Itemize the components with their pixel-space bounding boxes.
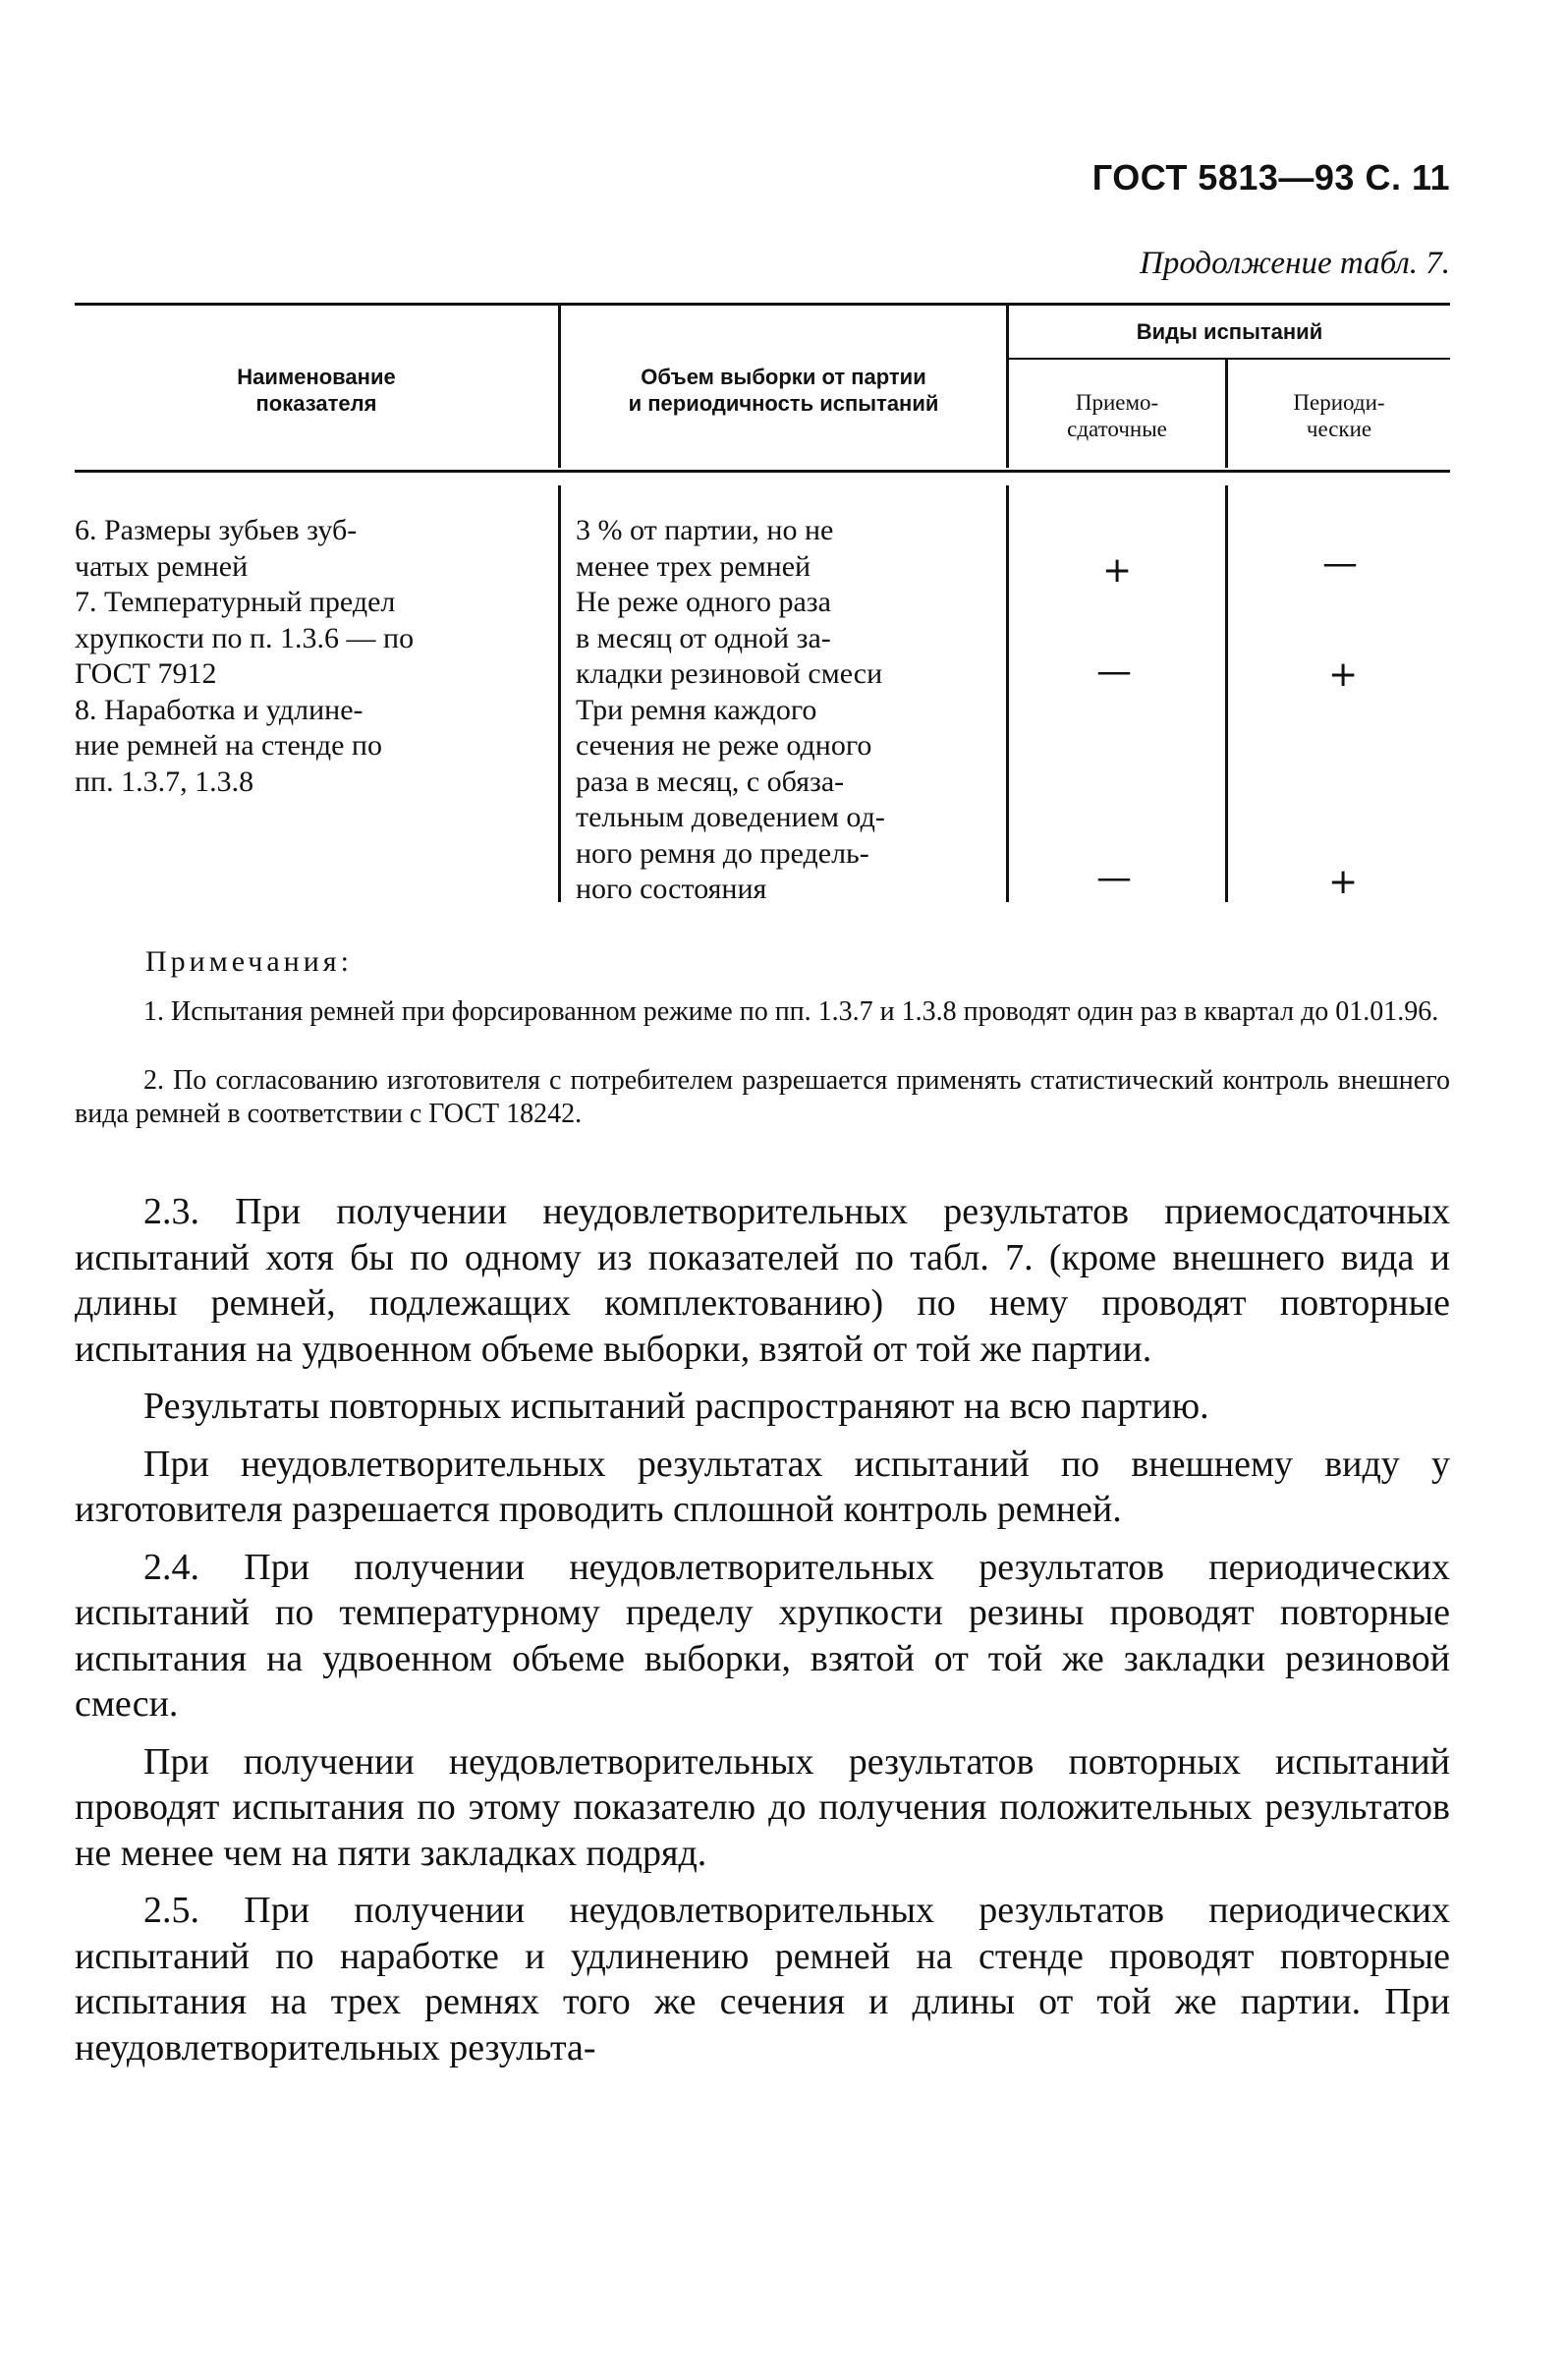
- sample-column: [576, 513, 998, 908]
- inspection-table: [75, 303, 1450, 905]
- paragraph-2-3: 2.3. При получении неудовлетворительных результатов приемосдаточных испытаний хотя бы по одному из показателей по табл. 7. (кроме внешнего вида и длины ремней, подлежащих комплектованию) по нему проводят повторные испытания на удвоенном объеме выборки, взятой от той же партии.: [75, 1191, 1450, 1370]
- table-row-name: 6. Размеры зубьев зуб-: [75, 514, 358, 546]
- table-continuation-label: Продолжение табл. 7.: [1140, 246, 1450, 281]
- periodic-mark-row-8: +: [1328, 862, 1359, 902]
- table-row-sample: сечения не реже одного: [576, 729, 872, 762]
- table-row-sample: раза в месяц, с обяза-: [576, 765, 845, 798]
- note-1-text: 1. Испытания ремней при форсированном режиме по пп. 1.3.7 и 1.3.8 проводят один раз в квартал до 01.01.96.: [143, 996, 1439, 1027]
- paragraph-2-5: 2.5. При получении неудовлетворительных результатов периодических испытаний по наработке и удлинению ремней на стенде проводят повторные испытания на трех ремнях того же сечения и длины от той же партии. При неудовлетворительных результа-: [75, 1890, 1450, 2068]
- table-row-name: ние ремней на стенде по: [75, 729, 382, 762]
- header-periodic-line: ческие: [1306, 417, 1372, 441]
- header-sample-volume: [561, 364, 1006, 417]
- notes-heading: Примечания:: [145, 945, 353, 978]
- paragraph-2-4: 2.4. При получении неудовлетворительных результатов периодических испытаний по температурному пределу хрупкости резины проводят повторные испытания на удвоенном объеме выборки, взятой от той же закладки резиновой смеси.: [75, 1546, 1450, 1725]
- table-row-sample: в месяц от одной за-: [576, 621, 831, 654]
- table-row-name: 8. Наработка и удлине-: [75, 693, 364, 726]
- header-periodic-line: Периоди-: [1293, 390, 1385, 415]
- acceptance-mark-row-8: —: [1096, 858, 1132, 898]
- paragraph-retest-scope: Результаты повторных испытаний распространяют на всю партию.: [143, 1386, 1209, 1427]
- header-indicator-name-line: Наименование: [237, 365, 396, 389]
- header-sample-volume-line: и периодичность испытаний: [628, 391, 939, 416]
- table-row-name: пп. 1.3.7, 1.3.8: [75, 765, 254, 798]
- table-top-rule: [75, 303, 1450, 306]
- note-1: [75, 995, 1450, 1029]
- paragraph-repeat-tests: При получении неудовлетворительных результатов повторных испытаний проводят испытания по этому показателю до получения положительных результатов не менее чем на пяти закладках подряд.: [75, 1740, 1450, 1874]
- note-2: [75, 1064, 1450, 1131]
- standard-reference: ГОСТ 5813—93 С. 11: [1091, 157, 1450, 198]
- table-row-sample: 3 % от партии, но не: [576, 514, 834, 546]
- table-divider-2-body: [1006, 485, 1009, 902]
- header-indicator-name: [75, 364, 558, 417]
- table-row-sample: ного состояния: [576, 873, 767, 905]
- header-acceptance-tests: [1009, 389, 1225, 442]
- table-row-sample: менее трех ремней: [576, 549, 811, 583]
- acceptance-mark-row-6: +: [1102, 550, 1133, 591]
- table-row-name: 7. Температурный предел: [75, 586, 396, 618]
- table-divider-1-body: [558, 485, 561, 902]
- periodic-mark-row-6: —: [1322, 543, 1358, 584]
- table-divider-3-body: [1225, 485, 1228, 902]
- header-periodic-tests: [1228, 389, 1450, 442]
- paragraph-visual-control: При неудовлетворительных результатах испытаний по внешнему виду у изготовителя разрешается проводить сплошной контроль ремней.: [75, 1443, 1450, 1530]
- indicator-column: [75, 513, 544, 800]
- body-text: [75, 1189, 1450, 2082]
- table-row-sample: ного ремня до предель-: [576, 836, 869, 870]
- note-2-text: 2. По согласованию изготовителя с потребителем разрешается применять статистический контроль внешнего вида ремней в соответствии с ГОСТ 18242.: [75, 1065, 1450, 1129]
- header-sample-volume-line: Объем выборки от партии: [641, 365, 926, 389]
- table-row-sample: Не реже одного раза: [576, 586, 831, 618]
- header-indicator-name-line: показателя: [255, 391, 377, 416]
- header-bottom-rule: [75, 470, 1450, 473]
- periodic-mark-row-7: +: [1328, 654, 1359, 695]
- table-row-sample: кладки резиновой смеси: [576, 657, 883, 690]
- tests-subheader-rule: [1006, 358, 1450, 360]
- table-row-name: чатых ремней: [75, 549, 249, 583]
- table-row-sample: Три ремня каждого: [576, 693, 817, 726]
- header-acceptance-line: Приемо-: [1075, 390, 1159, 415]
- header-test-types: Виды испытаний: [1136, 319, 1323, 344]
- table-row-name: хрупкости по п. 1.3.6 — по: [75, 621, 415, 654]
- acceptance-mark-row-7: —: [1096, 652, 1132, 692]
- table-row-name: ГОСТ 7912: [75, 657, 217, 690]
- header-acceptance-line: сдаточные: [1067, 417, 1167, 441]
- table-row-sample: тельным доведением од-: [576, 801, 885, 833]
